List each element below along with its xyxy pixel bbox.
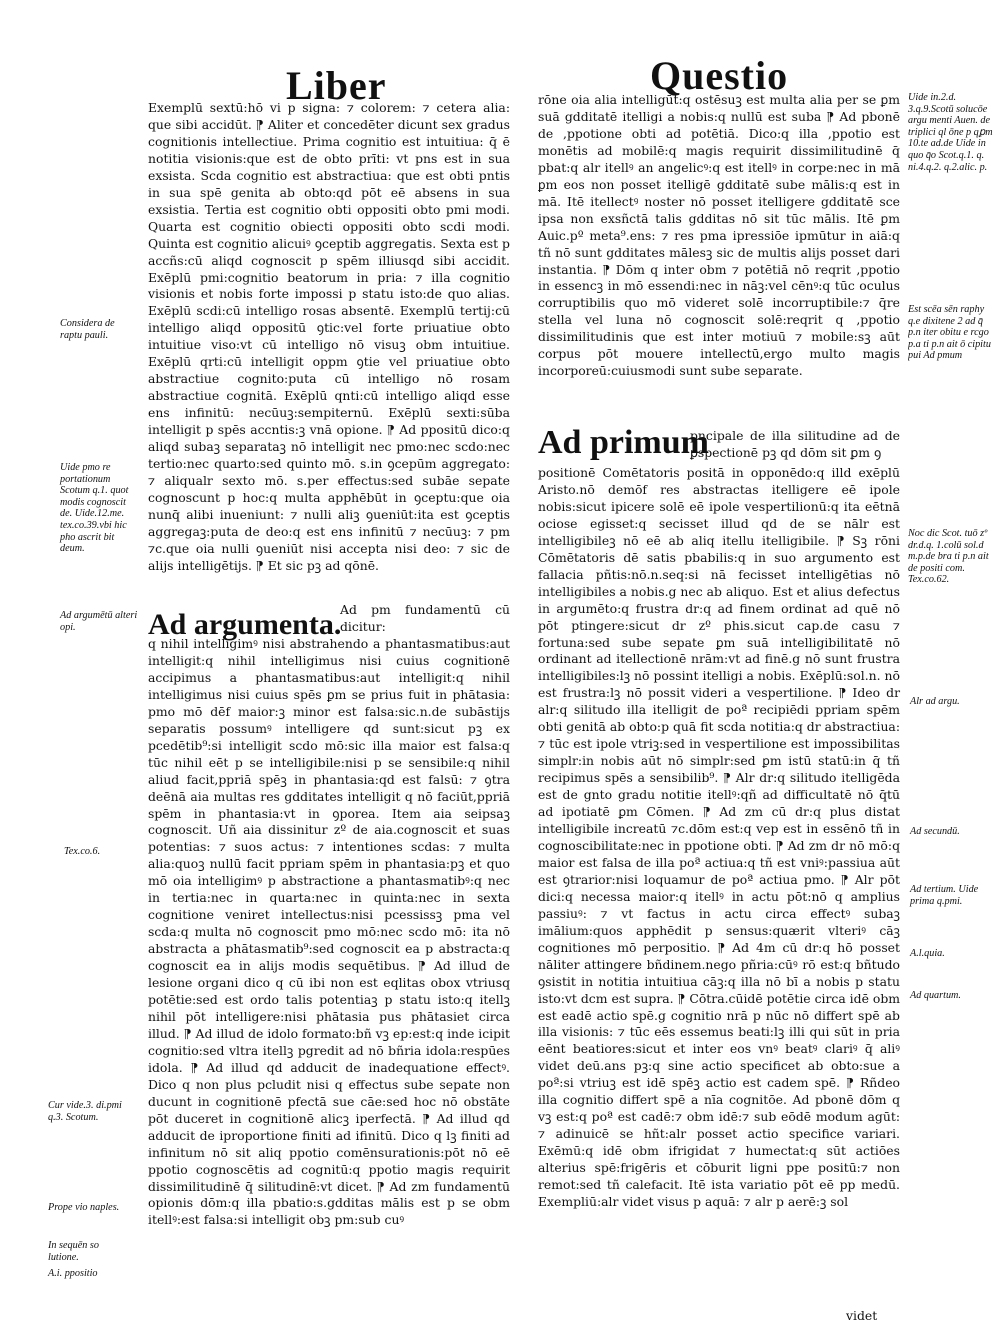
margin-note-right: Ad quartum. [910,990,961,1001]
margin-note-right: Alr ad argu. [910,696,960,707]
right-text-column-2 [538,465,900,1211]
margin-note-left: Prope vio naples. [48,1202,120,1213]
margin-note-right: Uide in.2.d. 3.q.9.Scotū solucōe argu menti Auen. de triplici ql ōne p qꝑm 10.te ad.de Uide in quo q̄o Scot.q.1. q. ni.4.q.2. q.2.alic. p. [908,92,993,173]
margin-note-left: In sequēn so lutione. [48,1240,99,1263]
right-text-column [538,92,900,380]
right-heading-tail: pncipale de illa silitudine ad de ꝑspectionē pꝫ qd dōm sit ꝑm ꝯ [690,428,900,460]
right-running-title: Questio [650,53,789,98]
catchword: videt [846,1308,878,1323]
left-running-title: Liber [286,63,387,108]
section-heading-ad-primum: Ad primum [538,424,709,461]
margin-note-right: Ad tertium. Uide prima q.pmi. [910,884,979,907]
margin-note-left: Tex.co.6. [64,846,101,857]
margin-note-left: Cur vide.3. di.pmi q.3. Scotum. [48,1100,122,1123]
margin-note-left: Ad argumētū alteri opi. [60,610,138,633]
right-block-1: rōne oia alia intelligūt:q ostēsuꝫ est multa alia per se ꝑm suā gdditatē itelligi a nobis:q nullū est suba ⁋ Ad pbonē de ,ppotione obti ad potētiā. Dico:q illa ,ppotio est monētis ad mobilē:q magis requirit dissimilitudinē q̄ pbat:q alr itellꝰ an angelicꝰ:q est itellꝰ in corpe:nec in mā ꝑm eos non posset itelligē gdditatē sube mālis:q est in mā. Itē itellectꝰ noster nō posset itelligere gdditatē sce ipsa non exsñctā talis gdditas nō sit tūc mālis. Itē ꝑm Auic.pº meta⁹.ens: ⁊ res pma ipressiōe ipmūtur in aiā:q tñ nō sunt gdditates mālesꝫ sic de multis alijs posset dari instantia. ⁋ Dōm q inter obm ⁊ potētiā nō reqrit ,ppotio in essencꝫ in mō essendi:nec in nāꝫ:vel cēnꝰ:q tūc oculus corruptibilis quo mō videret solē incorruptibile:⁊ q̄re stella vel luna nō cognoscit solē:reqrit q ,ppotio dissimilitudinis que est inter motiuū ⁊ mobile:sꝫ aūt corpus pōt mouere intellectū,ergo multo magis incorporeū:cuiusmodi sunt sube separate. [538,92,900,379]
margin-note-left: Uide pmo re portationum Scotum q.1. quot modis cognoscit de. Uide.12.me. tex.co.39.vbi hic pho ascrit bit deum. [60,462,129,555]
left-block-2-intro: Ad pm fundamentū cū dicitur: [340,602,510,634]
section-heading-ad-argumenta: Ad argumenta. [148,608,342,641]
margin-note-left: A.i. ppositio [48,1268,98,1279]
margin-note-left: Considera de raptu pauli. [60,318,115,341]
left-block-1: Exemplū sextū:hō vi p signa: ⁊ colorem: ⁊ cetera alia: que sibi accidūt. ⁋ Aliter et concedēter dicunt sex gradus cognitionis intellectiue. Prima cognitio est intuitiua: q̄ ē notitia visionis:que est de obto prīti: vt pns est in sua exsista. Scda cognitio est abstractiua: que est obti pntis in sua spē genita ab obto:qd pōt eē absens in sua exsistia. Tertia est cognitio obti oppositi obto pmi modi. Quarta est cognitio obiecti oppositi obto scdi modi. Quinta est cognitio alicuiꝰ ꝯceptib aggregatis. Sexta est p accñs:cū aliqd cognoscit p spēm illiusqd sibi accidit. Exēplū pmi:cognitio beatorum in pria: ⁊ illa cognitio visionis et nobis forte impossi p statu isto:de quo alias. Exēplū scdi:cū intelligo rosas absentē. Exemplū tertij:cū intelligo aliqd oppositū ꝯtic:vel forte priuatiue obto intuitiue viso:vt cū intelligo nō visuꝫ obm intuitiue. Exēplū qrti:cū intelligit oppm ꝯtie vel priuatiue obto abstractiue cognito:puta cū intelligo nō rosam abstractiue cognitā. Exēplū qnti:cū intelligo aliqd esse ens infinitū: necūuꝫ:sempiternū. Exēplū sexti:sūba intelligit p spēs accntis:ꝫ vnā opione. ⁋ Ad ppositū dico:q aliqd subaꝫ separataꝫ nō intelligit nec pmo:nec scdo:nec tertio:nec quarto:sed quinto mō. s.in ꝯcepūm aggregato: ⁊ aliqualr sexto mō. s.per effectus:sed subāe sepate cognoscunt p hoc:q multa apphēbūt in ꝯceptu:que oia nunq̄ alibi inueniunt: ⁊ nulli aliꝫ ꝯueniūt:ita est ꝯceptis aggregaꝫ:puta de deo:q est ens infinitū ⁊ necūuꝫ: ⁊ pm ⁊c.que oia nulli ꝯueniūt nisi accepta nisi deo: ⁊ sic de alijs intelligētijs. ⁋ Et sic pꝫ ad qōnē. [148,100,510,573]
right-block-2: positionē Comētatoris positā in opponēdo:q illd exēplū Aristo.nō demōf res abstractas itelligere eē ipole nobis:sicut ipicere solē eē ipole vespertilionū:q ita eētnā ociose egisset:q secisset illud qd de se nālr est intelligibileꝫ nō eē ab aliq itellu itelligibile. ⁋ Sꝫ rōni Cōmētatoris dē satis pbabilis:q in suo argumento est fallacia pñtis:nō.n.seq:si nā fecisset intelligētias nō intelligibiles a nobis.g nec ab aliquo. Est et alius defectus in argumēto:q frustra dr:q ad finem ordinat ad quē nō pōt ptingere:sicut dr zº phis.sicut cap.de casu ⁊ fortuna:sed sube sepate ꝑm suā intelligibilitatē nō ordinant ad itellectionē nrām:vt ad finē.g nō sunt frustra intelligibiles:lꝫ nō possint itelligi a nobis. Exēplū:sol.n. nō est frustra:lꝫ nō possit videri a vespertilione. ⁋ Ideo dr alr:q silitudo illa itelligit de poª recipiēdi ppriam spēm obti genitā ab obto:p quā fit scda notitia:q dr abstractiua: ⁊ tūc est ipole vtriꝫ:sed in vespertilione est impossibilitas simplr:in nobis aūt nō simplr:sed ꝑm istū statū:in q̄ tñ recipimus spēs a sensibilib⁹. ⁋ Alr dr:q silitudo itelligēda est de gnto gradu notitie itellꝰ:qñ ad difficultatē nō q̄tū ad ipotiatē ꝑm Cōmen. ⁋ Ad zm cū dr:q plus distat intelligibile increatū ⁊c.dōm est:q vep est in essēnō tñ in cognoscibilitate:nec in ppotione obti. ⁋ Ad zm dr nō mō:q maior est falsa de illa poª actiua:q tñ est vniꝰ:passiua aūt est ꝯtrarior:nisi loquamur de poª actiua pmo. ⁋ Alr pōt dici:q necessa maior:q itellꝰ in actu pōt:nō q amplius passiuꝰ: ⁊ vt factus in actu circa effectꝰ subaꝫ imālium:quos apphēdit p sensus:quærit vlteriꝰ cāꝫ cognitiones mō perpositio. ⁋ Ad 4m cū dr:q hō posset nāliter attingere bñdinem.nego pñria:cūꝰ rō est:q bñtudo ꝯsistit in notitia intuitiua cāꝫ:q illa nō bī a nobis p statu isto:vt dcm est supra. ⁋ Cōtra.cūidē potētie circa idē obm est eadē actio spē.g cognitio nrā p nūc nō differt spē ab illa visionis: ⁊ tūc eēs essemus beati:lꝫ illi qui sūt in pria eēnt beatiores:sicut et inter eos vnꝰ beatꝰ clariꝰ q̄ aliꝰ videt deū.ans pꝫ:q sine actio specificet ab obto:sue a poª:si vtriuꝫ est idē spēꝫ actio est cadem spē. ⁋ Rñdeo illa cognitio differt spē a nīa cognitōe. Ad pbonē dōm q vꝫ est:q poª est cadē:⁊ obm idē:⁊ sub eōdē modum agūt: ⁊ adinuicē se hñt:alr posset actio specifice variari. Exēmū:q idē obm ifrigidat ⁊ humectat:q sūt actiōes alterius spē:frigēris et cōburit ligni ppe positū:⁊ non remot:sed tñ calefacit. Itē ista variatio pōt eē pp medū. Exempliū:alr videt visus p aquā: ⁊ alr p aerē:ꝫ sol [538,465,900,1209]
margin-note-right: Noc dic Scot. tuō zº dr.d.q. 1.colū sol.d m.p.de bra ti p.n ait de positi com. Tex.co.62. [908,528,989,586]
left-block-2: q nihil intelligimꝰ nisi abstrahendo a phantasmatibus:aut intelligit:q nihil intelligimus nisi cuius cognitionē accipimus a phantasmatibus:aut intelligit:q nihil intelligimus nisi cuius spēs ꝑm se prius fuit in phātasia: pmo mō dēf maior:ꝫ minor est falsa:sic.n.de subāstijs separatis possumꝰ intelligere qd sunt:sicut pꝫ ex pcedētib⁹:si intelligit scdo mō:sic illa maior est falsa:q tūc nihil eēt p se intelligibile:nisi p se sensibile:q nihil aliud facit,ppriā spēꝫ in phantasia:qd est falsū: ⁊ ꝯtra deēnā aia multas res gdditates intelligit q nō faciūt,ppriā spēm in phantasia:vt in ꝯporea. Item aia seipsaꝫ cognoscit. Uñ aia dissinitur zº de aia.cognoscit et suas potentias: ⁊ suos actus: ⁊ intentiones scdas: ⁊ multa alia:quoꝫ nullū facit ppriam spēm in phantasia:pꝫ et quo mō oia intelligimꝰ p abstractione a phantasmatibꝰ:q nec in tertia:nec in quarta:nec in quinta:nec in sexta cognitione veniret intellectus:nisi pcessissꝫ pma vel scda:q multa nō cognoscit pmo mō:nec scdo mō: ita nō abstracta a phātasmatib⁹:sed cognoscit ea p abstracta:q cognoscit ea in alijs modis sequētibus. ⁋ Ad illud de lesione organi dico q cū ibi non est eqlitas obox vtriusq potētie:sed est ordo talis potentiaꝫ p statu isto:q itellꝫ nihil pōt intelligere:nisi phātasia pus phātasiet circa illud. ⁋ Ad illud de idolo formato:bñ vꝫ ep:est:q inde icipit cognitio:sed vltra itellꝫ pgredit ad nō bñria idola:respūes idola. ⁋ Ad illud qd adducit de inadequatione effectꝰ. Dico q non plus pcludit nisi q effectus sube sepate non ducunt in cognitionē pfectā sue cāe:sed hoc nō obstāte pōt duceret in cognitionē alicꝫ iperfectā. ⁋ Ad illud qd adducit de iproportione finiti ad ifinitū. Dico q lꝫ finiti ad infinitum nō sit aliq ppotio comēnsurationis:pōt nō eē ppotio cognoscētis ad cognitū:q ppotio magis requirit dissimilitudinē q̄ silitudinē:vt dicet. ⁋ Ad zm fundamentū opionis dōm:q illa pbatio:s.gdditas mālis est p se obm itellꝰ:est falsa:si intelligit obꝫ pm:sub cuꝰ [148,636,510,1228]
margin-note-right: Ad secundū. [910,826,960,837]
margin-note-right: A.l.quia. [910,948,945,959]
left-text-column-2 [148,636,510,1229]
margin-note-right: Est scēa sēn raphy q.e dixitene 2 ad q̄ p.n iter obitu e rcgo p.a ti p.n ait ō cipitu pui Ad pmum [908,304,991,362]
left-text-column [148,100,510,575]
